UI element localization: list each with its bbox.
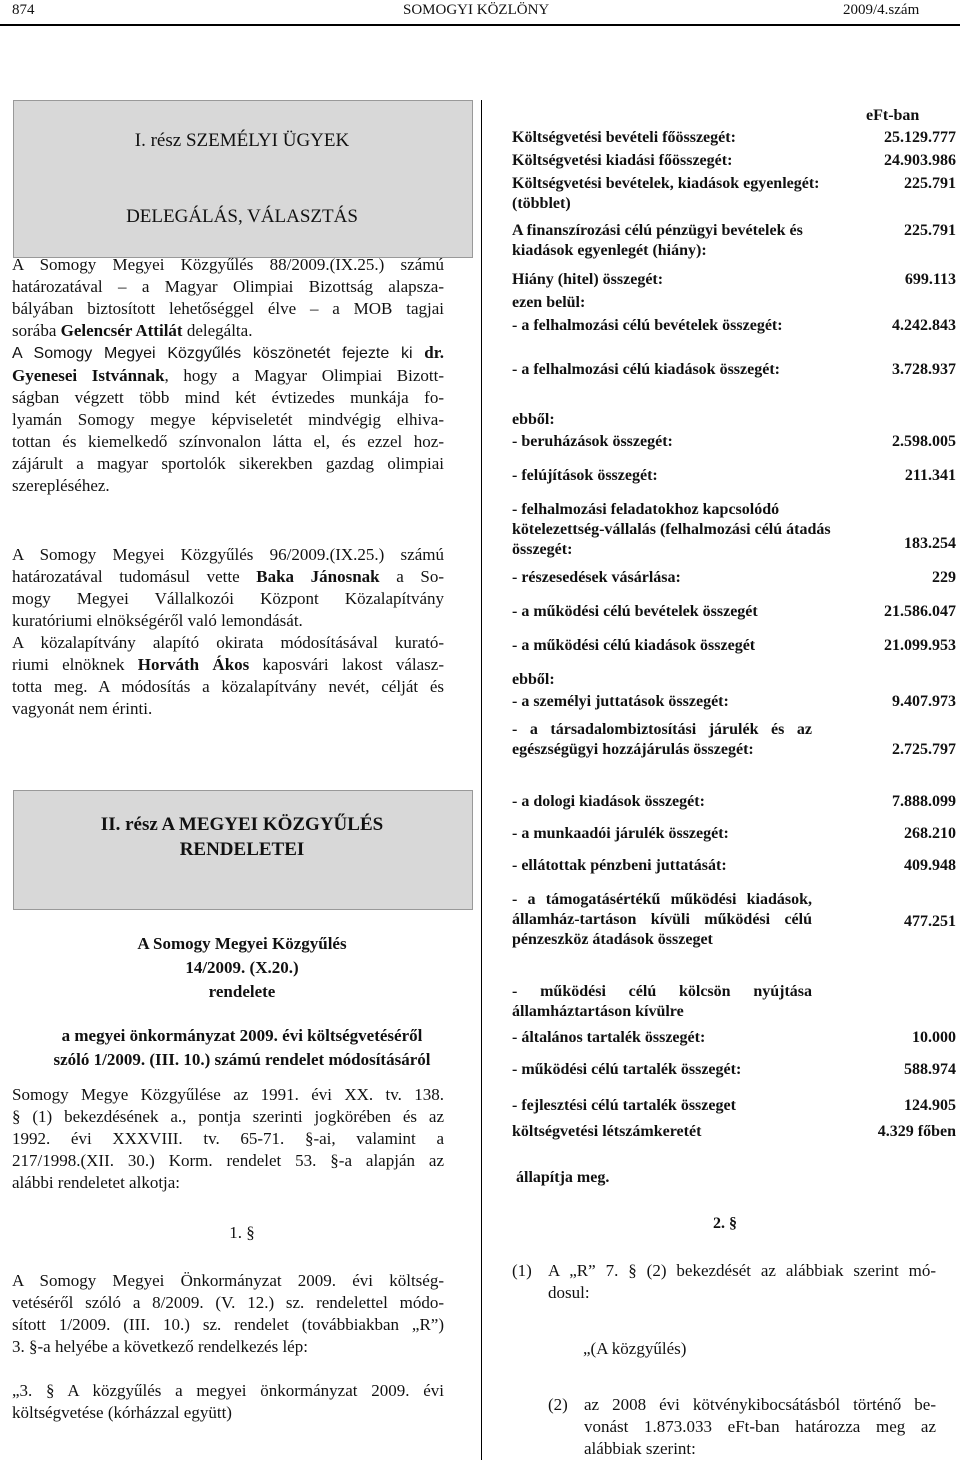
table-row: Költségvetési kiadási főösszegét: 24.903.986 — [512, 152, 956, 169]
paragraph-quoted — [12, 1380, 444, 1424]
text-line: lyamán Somogy megye képviseletét mindvégig elhiva- — [12, 410, 444, 429]
decree-subject: a megyei önkormányzat 2009. évi költségvetéséről — [61, 1026, 423, 1045]
item-number: (1) — [512, 1261, 532, 1280]
unit-label: eFt-ban — [866, 107, 920, 124]
table-row: Költségvetési bevételek, kiadások egyenlegét: (többlet) 225.791 — [512, 175, 956, 212]
table-row: - beruházások összegét: 2.598.005 — [512, 433, 956, 450]
text-line: sorába Gelencsér Attilát delegálta. — [12, 321, 253, 340]
text-line: alábbiak szerint: — [584, 1439, 696, 1458]
paragraph-resignation — [12, 544, 444, 632]
decree-issuer: A Somogy Megyei Közgyűlés — [137, 934, 347, 953]
text-line: § (1) bekezdésének a., pontja szerinti jogkörében és az — [12, 1107, 444, 1126]
text-line: tottan és kiemelkedő színvonalon látta el, és ezzel hoz- — [12, 432, 444, 451]
quoted-subject: „(A közgyűlés) — [583, 1339, 687, 1358]
section-2-heading: 2. § — [713, 1215, 737, 1232]
paragraph-foundation — [12, 632, 444, 720]
decree-number: 14/2009. (X.20.) — [185, 958, 299, 977]
paragraph-delegation — [12, 254, 444, 342]
paragraph-authority — [12, 1084, 444, 1194]
text-line: vetéséről szóló a 8/2009. (V. 12.) sz. rendelettel módo- — [12, 1293, 444, 1312]
table-row: - fejlesztési célú tartalék összeget 124.905 — [512, 1097, 956, 1114]
paragraph-thanks — [12, 342, 444, 497]
header-rule — [0, 24, 960, 26]
table-row: - a társadalombiztosítási járulék és az egészségügyi hozzájárulás összegét: 2.725.797 — [512, 721, 956, 758]
issue-number: 2009/4.szám — [843, 2, 920, 18]
table-row: - a működési célú bevételek összegét 21.586.047 — [512, 603, 956, 620]
text-line: vonást 1.873.033 eFt-ban határozza meg az — [584, 1417, 936, 1436]
text-line: dosul: — [548, 1283, 590, 1302]
table-row: - működési célú tartalék összegét: 588.974 — [512, 1061, 956, 1078]
decree-title — [13, 932, 471, 1072]
table-row: - felújítások összegét: 211.341 — [512, 467, 956, 484]
table-row: - működési célú kölcsön nyújtása államháztartáson kívülre — [512, 983, 812, 1020]
table-row: ebből: — [512, 671, 555, 688]
text-line: költségvetése (kórházzal együtt) — [12, 1403, 232, 1422]
table-row: - részesedések vásárlása: 229 — [512, 569, 956, 586]
table-row: - a működési célú kiadások összegét 21.099.953 — [512, 637, 956, 654]
table-row: - a dologi kiadások összegét: 7.888.099 — [512, 793, 956, 810]
table-row: - a felhalmozási célú bevételek összegét: 4.242.843 — [512, 317, 956, 334]
decree-kind: rendelete — [208, 982, 276, 1001]
text-line: A közalapítvány alapító okirata módosításával kurató- — [12, 633, 444, 652]
table-row: - a felhalmozási célú kiadások összegét: 3.728.937 — [512, 361, 956, 378]
text-line: zájárult a magyar sportolók sikerekben gazdag olimpiai — [12, 454, 444, 473]
approval-text: állapítja meg. — [516, 1169, 610, 1186]
text-line: A Somogy Megyei Közgyűlés 96/2009.(IX.25.) számú — [12, 545, 444, 564]
text-line: A Somogy Megyei Közgyűlés 88/2009.(IX.25.) számú — [12, 255, 444, 274]
text-line: totta meg. A módosítás a közalapítvány nevét, célját és — [12, 677, 444, 696]
text-line: 1992. évi XXXVIII. tv. 65-71. §-ai, valamint a — [12, 1129, 444, 1148]
text-line: A Somogy Megyei Önkormányzat 2009. évi költség- — [12, 1271, 444, 1290]
decree-subject: szóló 1/2009. (III. 10.) számú rendelet módosításáról — [53, 1050, 431, 1069]
table-row: Költségvetési bevételi főösszegét: 25.129.777 — [512, 129, 956, 146]
text-line: ságban végzett több mind két évtizedes munkája fo- — [12, 388, 444, 407]
section-1-heading: 1. § — [229, 1223, 255, 1242]
table-row: - a munkaadói járulék összegét: 268.210 — [512, 825, 956, 842]
item-number: (2) — [548, 1395, 568, 1414]
text-line: Gyenesei Istvánnak, hogy a Magyar Olimpiai Bizott- — [12, 366, 444, 385]
text-line: vagyonát nem érinti. — [12, 699, 153, 718]
text-line: határozatával tudomásul vette Baka Jánosnak a So- — [12, 567, 444, 586]
text-line: sított 1/2009. (III. 10.) sz. rendelet (továbbiakban „R”) — [12, 1315, 444, 1334]
table-row: - a támogatásértékű működési kiadások, államház-tartáson kívüli működési célú pénzeszköz átadások összeget 477.251 — [512, 891, 956, 948]
table-row: - általános tartalék összegét: 10.000 — [512, 1029, 956, 1046]
table-row: ebből: — [512, 411, 555, 428]
table-row: A finanszírozási célú pénzügyi bevételek és kiadások egyenlegét (hiány): 225.791 — [512, 222, 956, 259]
text-line: A Somogy Megyei Közgyűlés köszönetét fejezte ki dr. — [12, 343, 444, 362]
item-text — [584, 1394, 936, 1460]
text-line: 217/1998.(XII. 30.) Korm. rendelet 53. §-a alapján az — [12, 1151, 444, 1170]
part2-title: II. rész A MEGYEI KÖZGYŰLÉS RENDELETEI — [100, 814, 384, 860]
item-text — [548, 1260, 936, 1304]
column-divider — [481, 100, 482, 1460]
text-line: határozatával – a Magyar Olimpiai Bizottság alapsza- — [12, 277, 444, 296]
journal-title: SOMOGYI KÖZLÖNY — [403, 2, 550, 18]
section-title: DELEGÁLÁS, VÁLASZTÁS — [126, 206, 358, 227]
table-row: - felhalmozási feladatokhoz kapcsolódó kötelezettség-vállalás (felhalmozási célú átadás összegét: 183.254 — [512, 501, 956, 558]
part1-box — [13, 100, 473, 258]
text-line: szerepléséhez. — [12, 476, 110, 495]
text-line: alábbi rendeletet alkotja: — [12, 1173, 181, 1192]
text-line: kuratóriumi elnökségéről való lemondását. — [12, 611, 303, 630]
table-row: ezen belül: — [512, 294, 586, 311]
table-row: költségvetési létszámkeretét 4.329 főben — [512, 1123, 956, 1140]
text-line: 3. §-a helyébe a következő rendelkezés lép: — [12, 1337, 308, 1356]
table-row: - ellátottak pénzbeni juttatását: 409.948 — [512, 857, 956, 874]
table-row: - a személyi juttatások összegét: 9.407.973 — [512, 693, 956, 710]
text-line: mogy Megyei Vállalkozói Központ Közalapítvány — [12, 589, 444, 608]
paragraph-amendment — [12, 1270, 444, 1358]
text-line: riumi elnöknek Horváth Ákos kaposvári lakost válasz- — [12, 655, 444, 674]
text-line: az 2008 évi kötvénykibocsátásból történő be- — [584, 1395, 936, 1414]
text-line: A „R” 7. § (2) bekezdését az alábbiak szerint mó- — [548, 1261, 936, 1280]
page-number: 874 — [12, 2, 35, 18]
table-row: Hiány (hitel) összegét: 699.113 — [512, 271, 956, 288]
text-line: Somogy Megye Közgyűlése az 1991. évi XX. tv. 138. — [12, 1085, 444, 1104]
part1-title: I. rész SZEMÉLYI ÜGYEK — [134, 130, 350, 151]
text-line: bályában biztosított lehetőséggel élve – a MOB tagjai — [12, 299, 444, 318]
text-line: „3. § A közgyűlés a megyei önkormányzat 2009. évi — [12, 1381, 444, 1400]
